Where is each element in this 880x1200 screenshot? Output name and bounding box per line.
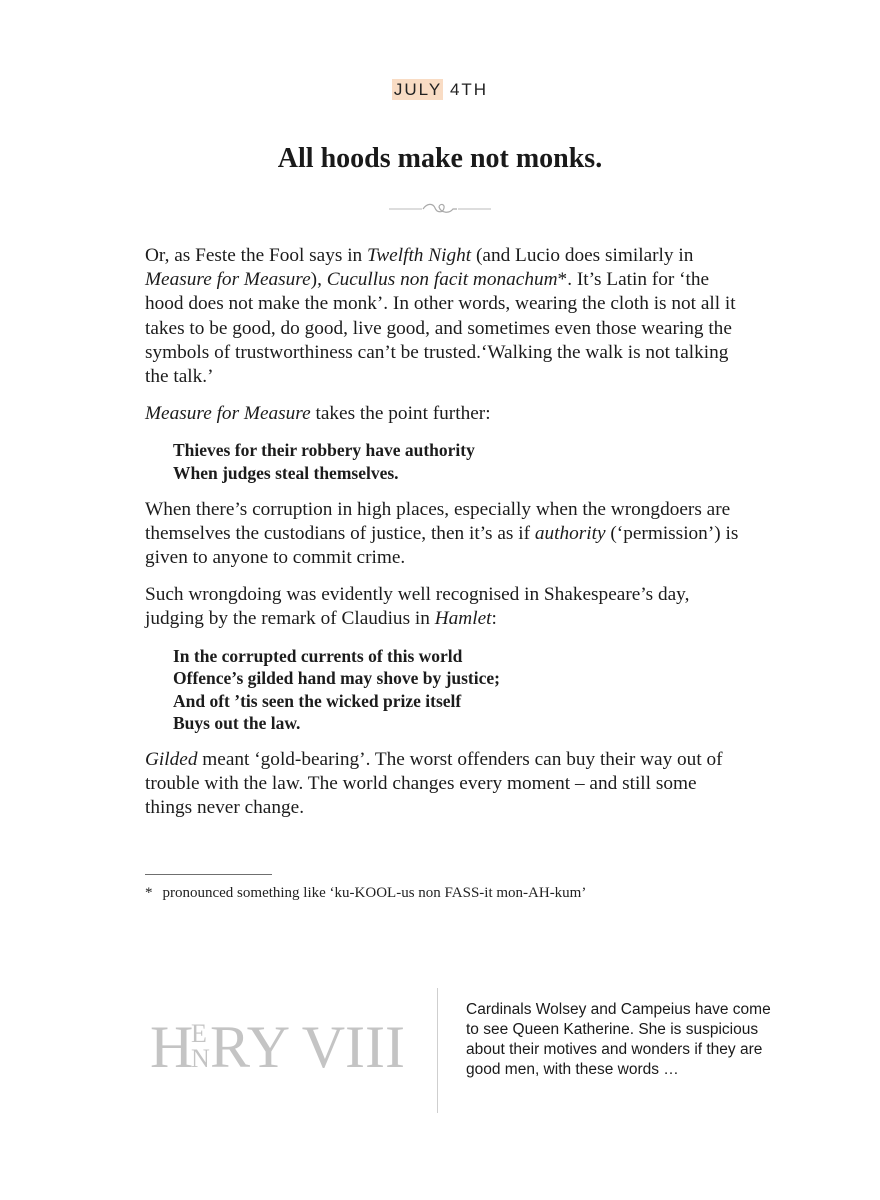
- logo-letter: N: [191, 1044, 210, 1073]
- paragraph: [145, 748, 745, 821]
- logo-letter: RY VIII: [210, 1014, 405, 1080]
- verse-line: Buys out the law.: [173, 713, 301, 734]
- logo-letter: E: [191, 1019, 207, 1048]
- paragraph: [145, 498, 745, 571]
- text-run: :: [491, 608, 497, 630]
- footnote-marker: *: [145, 885, 153, 901]
- footnote: [145, 885, 586, 902]
- paragraph: [145, 402, 745, 426]
- verse-quote: [173, 439, 745, 484]
- text-run: ),: [310, 269, 327, 291]
- text-run: *. It’s Latin for ‘the hood does not make the monk’. In other words, wearing the cloth is not all it takes to be good, do good, live good, and sometimes even those wearing the symbols of trustworthiness can’t be trusted.‘Walking the walk is not talking the talk.’: [145, 269, 736, 388]
- italic-run: Cucullus non facit monachum: [326, 269, 558, 291]
- play-title-logo: [150, 1005, 420, 1085]
- verse-line: Thieves for their robbery have authority: [173, 440, 475, 461]
- italic-run: Measure for Measure: [145, 403, 311, 425]
- body-text: [145, 244, 745, 834]
- paragraph: [145, 244, 745, 389]
- text-run: meant ‘gold-bearing’. The worst offenders can buy their way out of trouble with the law. The world changes every moment – and still some things never change.: [145, 749, 723, 819]
- date-month: JULY: [393, 80, 443, 99]
- paragraph: [145, 583, 745, 631]
- verse-quote: [173, 645, 745, 735]
- italic-run: Hamlet: [434, 608, 492, 630]
- italic-run: Measure for Measure: [145, 269, 311, 291]
- text-run: Or, as Feste the Fool says in: [145, 245, 368, 266]
- italic-run: authority: [534, 522, 606, 544]
- italic-run: Twelfth Night: [367, 245, 472, 266]
- text-run: (and Lucio does similarly in: [471, 245, 694, 266]
- text-run: When there’s corruption in high places, especially when the wrongdoers are themselves the custodians of justice, then it’s as if: [145, 498, 731, 544]
- page-title: All hoods make not monks.: [277, 143, 603, 174]
- date-day: 4TH: [449, 80, 489, 99]
- column-divider: [437, 988, 438, 1113]
- verse-line: Offence’s gilded hand may shove by justice;: [173, 668, 500, 689]
- text-run: (‘permission’) is given to anyone to commit crime.: [145, 522, 739, 569]
- verse-line: In the corrupted currents of this world: [173, 645, 463, 666]
- verse-line: When judges steal themselves.: [173, 463, 399, 484]
- verse-line: And oft ’tis seen the wicked prize itself: [173, 690, 462, 711]
- text-run: takes the point further:: [310, 403, 491, 425]
- logo-letter: H: [150, 1014, 194, 1080]
- text-run: Such wrongdoing was evidently well recognised in Shakespeare’s day, judging by the remark of Claudius in: [145, 584, 690, 630]
- flourish-ornament-icon: [389, 199, 491, 219]
- footnote-divider: [145, 874, 272, 875]
- date-label: [0, 80, 880, 100]
- footnote-text: pronounced something like ‘ku-KOOL-us non FASS-it mon-AH-kum’: [162, 885, 587, 901]
- scene-context: Cardinals Wolsey and Campeius have come to see Queen Katherine. She is suspicious about their motives and wonders if they are good men, with these words …: [466, 1001, 771, 1078]
- italic-run: Gilded: [145, 749, 198, 770]
